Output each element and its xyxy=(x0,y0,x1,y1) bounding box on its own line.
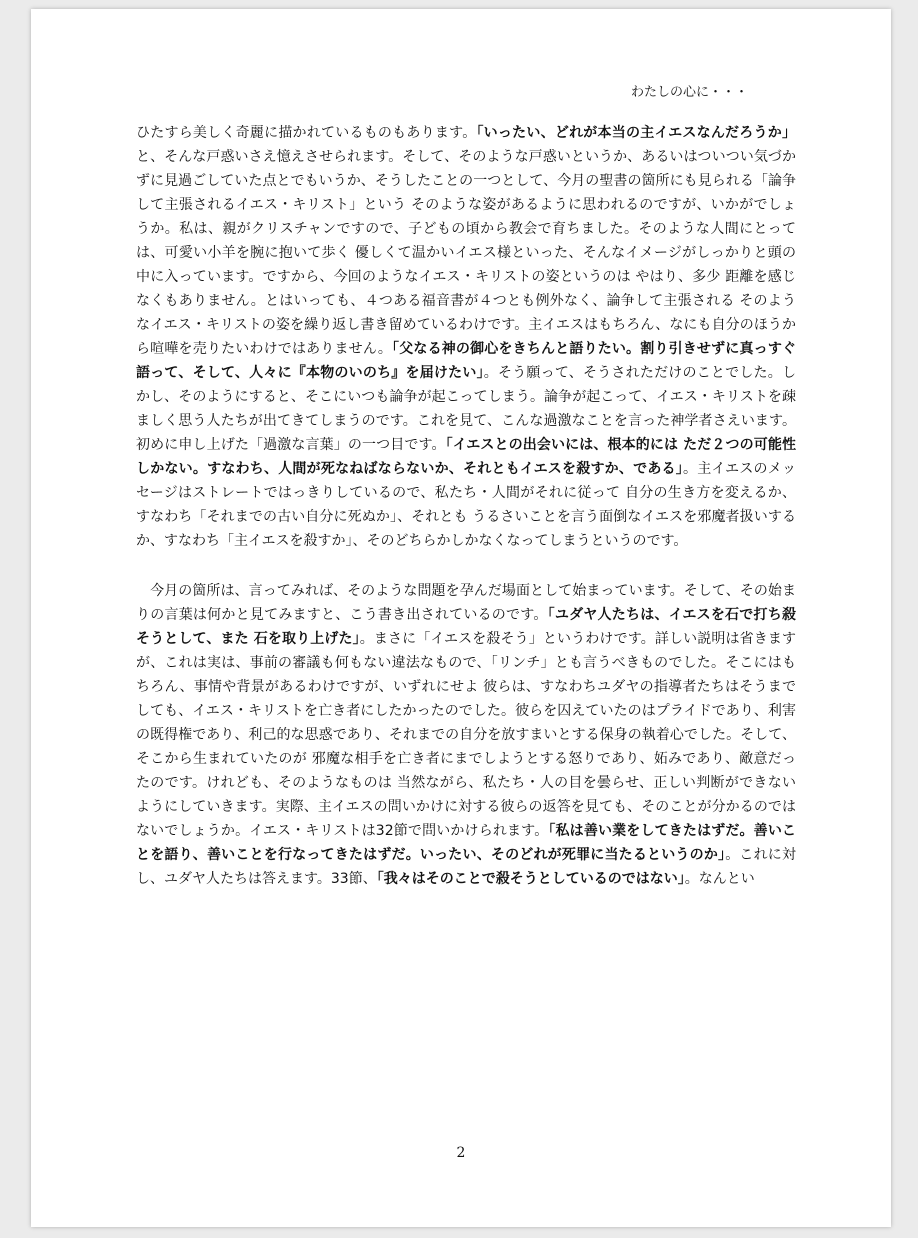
text-segment: と、そんな戸惑いさえ憶えさせられます。そして、そのような戸惑いというか、あるいはついつい気づかずに見過ごしていた点とでもいうか、そうしたことの一つとして、今月の聖書の箇所にも見られる「論争して主張されるイエス・キリスト」という そのような姿があるように思われるのですが、いかがでしょうか。私は、親がクリスチャンですので、子どもの頃から教会で育ちました。そのような人間にとっては、可愛い小羊を腕に抱いて歩く 優しくて温かいイエス様といった、そんなイメージがしっかりと頭の中に入っています。ですから、今回のようなイエス・キリストの姿というのは やはり、多少 距離を感じなくもありません。とはいっても、４つある福音書が４つとも例外なく、論争して主張される そのようなイエス・キリストの姿を繰り返し書き留めているわけです。主イエスはもちろん、なにも自分のほうから喧嘩を売りたいわけではありません。 xyxy=(136,149,796,357)
running-header: わたしの心に・・・ xyxy=(631,85,749,100)
paragraph-1 xyxy=(136,121,796,553)
text-segment: 今月の箇所は、言ってみれば、そのような問題を孕んだ場面として始まっています。そして、その始まりの言葉は何かと見てみますと、こう書き出されているのです。 xyxy=(136,583,796,623)
text-segment: 。なんとい xyxy=(684,871,755,887)
text-segment: 。そう願って、そうされただけのことでした。しかし、そのようにすると、そこにいつも論争が起こってしまう。論争が起こって、イエス・キリストを疎ましく思う人たちが出てきてしまうのです。これを見て、こんな過激なことを言った神学者さえいます。初めに申し上げた「過激な言葉」の一つ目です。 xyxy=(136,365,796,453)
text-segment: 。まさに「イエスを殺そう」というわけです。詳しい説明は省きますが、これは実は、事前の審議も何もない違法なもので、「リンチ」とも言うべきものでした。そこにはもちろん、事情や背景があるわけですが、いずれにせよ 彼らは、すなわちユダヤの指導者たちはそうまでしても、イエス・キリストを亡き者にしたかったのでした。彼らを囚えていたのはプライドであり、利害の既得権であり、利己的な思惑であり、それまでの自分を放すまいとする保身の執着心でした。そして、そこから生まれていたのが 邪魔な相手を亡き者にまでしようとする怒りであり、妬みであり、敵意だったのです。けれども、そのようなものは 当然ながら、私たち・人の目を曇らせ、正しい判断ができないようにしていきます。実際、主イエスの問いかけに対する彼らの返答を見ても、そのことが分かるのではないでしょうか。イエス・キリストは32節で問いかけられます。 xyxy=(136,631,796,839)
quote-segment: 「ユダヤ人たちは、イエスを石で打ち殺そうとして、また 石を取り上げた」 xyxy=(136,607,796,647)
body-text xyxy=(136,121,796,891)
quote-segment: 「父なる神の御心をきちんと語りたい。割り引きせずに真っすぐ語って、そして、人々に『本物のいのち』を届けたい」 xyxy=(136,341,796,381)
document-page xyxy=(31,9,891,1227)
paragraph-2 xyxy=(136,579,796,891)
page-number: 2 xyxy=(456,1145,466,1161)
text-segment: ひたすら美しく奇麗に描かれているものもあります。 xyxy=(136,125,477,141)
quote-segment: 「いったい、どれが本当の主イエスなんだろうか」 xyxy=(476,125,796,141)
text-segment: 。主イエスのメッセージはストレートではっきりしているので、私たち・人間がそれに従って 自分の生き方を変えるか、すなわち「それまでの古い自分に死ぬか」、それとも うるさいことを言う面倒なイエスを邪魔者扱いするか、すなわち「主イエスを殺すか」、そのどちらかしかなくなってしまうというのです。 xyxy=(136,461,796,549)
text-segment: 。これに対し、ユダヤ人たちは答えます。33節、 xyxy=(136,847,797,887)
quote-segment: 「イエスとの出会いには、根本的には ただ２つの可能性しかない。すなわち、人間が死なねばならないか、それともイエスを殺すか、である」 xyxy=(136,437,796,477)
quote-segment: 「我々はそのことで殺そうとしているのではない」 xyxy=(376,871,685,887)
quote-segment: 「私は善い業をしてきたはずだ。善いことを語り、善いことを行なってきたはずだ。いったい、そのどれが死罪に当たるというのか」 xyxy=(136,823,796,863)
